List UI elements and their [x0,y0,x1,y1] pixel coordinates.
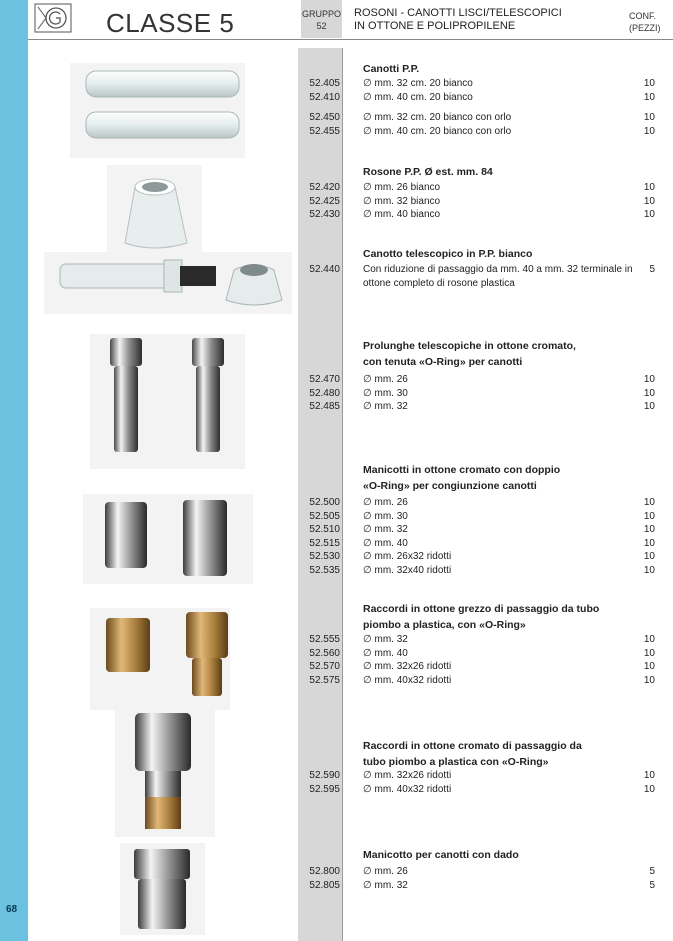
product-code: 52.505 [309,510,340,522]
rosette-image [107,165,202,252]
section-title: tubo piombo a plastica con «O-Ring» [363,755,549,768]
product-description: ∅ mm. 32 [363,879,408,891]
product-description: ∅ mm. 32 [363,401,408,412]
product-code: 52.510 [309,524,340,535]
section-title: Raccordi in ottone cromato di passaggio da [363,740,582,752]
pack-quantity: 10 [643,91,655,103]
section-items [363,77,618,138]
header-title-line: IN OTTONE E POLIPROPILENE [354,20,516,32]
section-canotti-pp [363,62,618,78]
pack-quantity: 10 [643,182,655,193]
section-codes [300,865,340,892]
section-qty [630,865,655,892]
section-qty [630,181,655,222]
section-items [363,865,618,892]
product-code: 52.455 [309,125,340,137]
column-divider [342,48,343,941]
telescopic-tube-image [44,252,292,314]
section-title: Raccordi in ottone grezzo di passaggio da tubo [363,603,600,615]
product-description: ∅ mm. 40 [363,537,408,549]
section-codes [300,496,340,577]
conf-unit: (PEZZI) [629,23,661,33]
pp-tube-image [70,63,245,158]
pack-quantity: 10 [643,783,655,795]
section-items [363,263,633,290]
section-items [363,373,618,414]
section-qty [630,77,655,138]
product-description: ∅ mm. 40x32 ridotti [363,674,452,686]
product-description: ∅ mm. 32 [363,634,408,645]
product-description: ∅ mm. 32 cm. 20 bianco con orlo [363,112,512,123]
product-code: 52.410 [309,91,340,103]
section-title: con tenuta «O-Ring» per canotti [363,355,523,368]
product-description: ∅ mm. 26 [363,866,408,877]
product-code: 52.425 [309,195,340,207]
product-code: 52.405 [309,78,340,89]
pack-quantity: 5 [649,879,655,891]
header-divider [28,39,673,40]
product-code: 52.800 [309,866,340,877]
pack-quantity: 10 [643,112,655,123]
pack-quantity: 10 [643,374,655,385]
section-codes [300,633,340,687]
pack-quantity: 10 [643,537,655,549]
section-items [363,769,618,796]
pack-quantity: 10 [643,647,655,659]
pack-quantity: 10 [643,674,655,686]
product-description: ∅ mm. 32 cm. 20 bianco [363,78,473,89]
section-title: Rosone P.P. Ø est. mm. 84 [363,166,493,178]
product-description: ∅ mm. 26 [363,497,408,508]
product-code: 52.450 [309,112,340,123]
product-description: ∅ mm. 32x40 ridotti [363,564,452,576]
product-code: 52.560 [309,647,340,659]
product-code: 52.530 [309,551,340,562]
product-code: 52.480 [309,387,340,399]
section-canotto-telescopico [363,247,618,263]
product-description: Con riduzione di passaggio da mm. 40 a mm. 32 terminale in [363,264,633,275]
product-description: ∅ mm. 26x32 ridotti [363,551,452,562]
product-code: 52.590 [309,770,340,781]
pack-quantity: 10 [643,661,655,672]
section-title: Prolunghe telescopiche in ottone cromato, [363,340,576,352]
header-title [354,7,562,33]
product-description: ∅ mm. 40 cm. 20 bianco [363,91,473,103]
chrome-coupling-image [83,494,253,584]
section-items [363,181,618,222]
product-description: ∅ mm. 32 [363,524,408,535]
section-title: Canotto telescopico in P.P. bianco [363,248,533,260]
product-code: 52.595 [309,783,340,795]
product-code: 52.440 [309,264,340,275]
section-title: «O-Ring» per congiunzione canotti [363,479,537,492]
product-code: 52.555 [309,634,340,645]
pack-quantity: 10 [643,564,655,576]
product-description: ∅ mm. 32 bianco [363,195,441,207]
group-value: 52 [316,21,327,31]
pack-quantity: 5 [649,866,655,877]
section-codes [300,263,340,277]
product-code: 52.535 [309,564,340,576]
section-manicotti [363,463,618,494]
product-description: ∅ mm. 26 bianco [363,182,441,193]
product-description: ∅ mm. 32x26 ridotti [363,661,452,672]
pack-quantity: 10 [643,125,655,137]
conf-label: CONF. [629,11,656,21]
product-description: ∅ mm. 30 [363,510,408,522]
section-title: Canotti P.P. [363,63,420,75]
section-codes [300,181,340,222]
product-code: 52.430 [309,209,340,220]
product-code: 52.485 [309,401,340,412]
product-description: ∅ mm. 40 bianco [363,209,441,220]
chrome-extension-image [90,334,245,469]
product-code: 52.570 [309,661,340,672]
side-color-bar [0,0,28,941]
product-code: 52.805 [309,879,340,891]
product-description: ∅ mm. 40 cm. 20 bianco con orlo [363,125,512,137]
section-rosone-pp [363,165,618,181]
section-manicotto-dado [363,848,618,864]
section-title: piombo a plastica, con «O-Ring» [363,618,526,631]
product-code: 52.515 [309,537,340,549]
product-code: 52.500 [309,497,340,508]
section-codes [300,373,340,414]
pack-quantity: 10 [643,551,655,562]
section-prolunghe [363,339,618,370]
section-raccordi-grezzo [363,602,618,633]
brass-fitting-image [90,608,230,710]
packaging-header [629,10,661,34]
coupling-nut-image [120,843,205,935]
group-box [301,0,342,38]
section-items [363,633,618,687]
section-qty [630,496,655,577]
brand-logo-icon [34,3,72,33]
pack-quantity: 10 [643,497,655,508]
section-qty [630,769,655,796]
product-description: ∅ mm. 32x26 ridotti [363,770,452,781]
group-label: GRUPPO [301,9,341,19]
section-qty [630,633,655,687]
chrome-brass-fitting-image [115,707,215,837]
section-codes [300,769,340,796]
section-qty [630,373,655,414]
pack-quantity: 10 [643,387,655,399]
pack-quantity: 10 [643,634,655,645]
pack-quantity: 10 [643,770,655,781]
pack-quantity: 10 [643,524,655,535]
pack-quantity: 5 [649,264,655,275]
product-description: ∅ mm. 40x32 ridotti [363,783,452,795]
pack-quantity: 10 [643,78,655,89]
page-header [28,0,673,40]
product-code: 52.470 [309,374,340,385]
product-code: 52.575 [309,674,340,686]
section-title: Manicotti in ottone cromato con doppio [363,464,561,476]
class-title: CLASSE 5 [106,8,235,38]
page-number: 68 [6,904,18,915]
product-description: ∅ mm. 40 [363,647,408,659]
pack-quantity: 10 [643,510,655,522]
section-qty [630,263,655,277]
product-description: ∅ mm. 26 [363,374,408,385]
section-title: Manicotto per canotti con dado [363,849,519,861]
section-items [363,496,618,577]
pack-quantity: 10 [643,195,655,207]
section-codes [300,77,340,138]
product-description: ottone completo di rosone plastica [363,277,515,289]
product-description: ∅ mm. 30 [363,387,408,399]
header-title-line: ROSONI - CANOTTI LISCI/TELESCOPICI [354,7,562,19]
pack-quantity: 10 [643,401,655,412]
section-raccordi-cromato [363,739,618,770]
product-code: 52.420 [309,182,340,193]
pack-quantity: 10 [643,209,655,220]
